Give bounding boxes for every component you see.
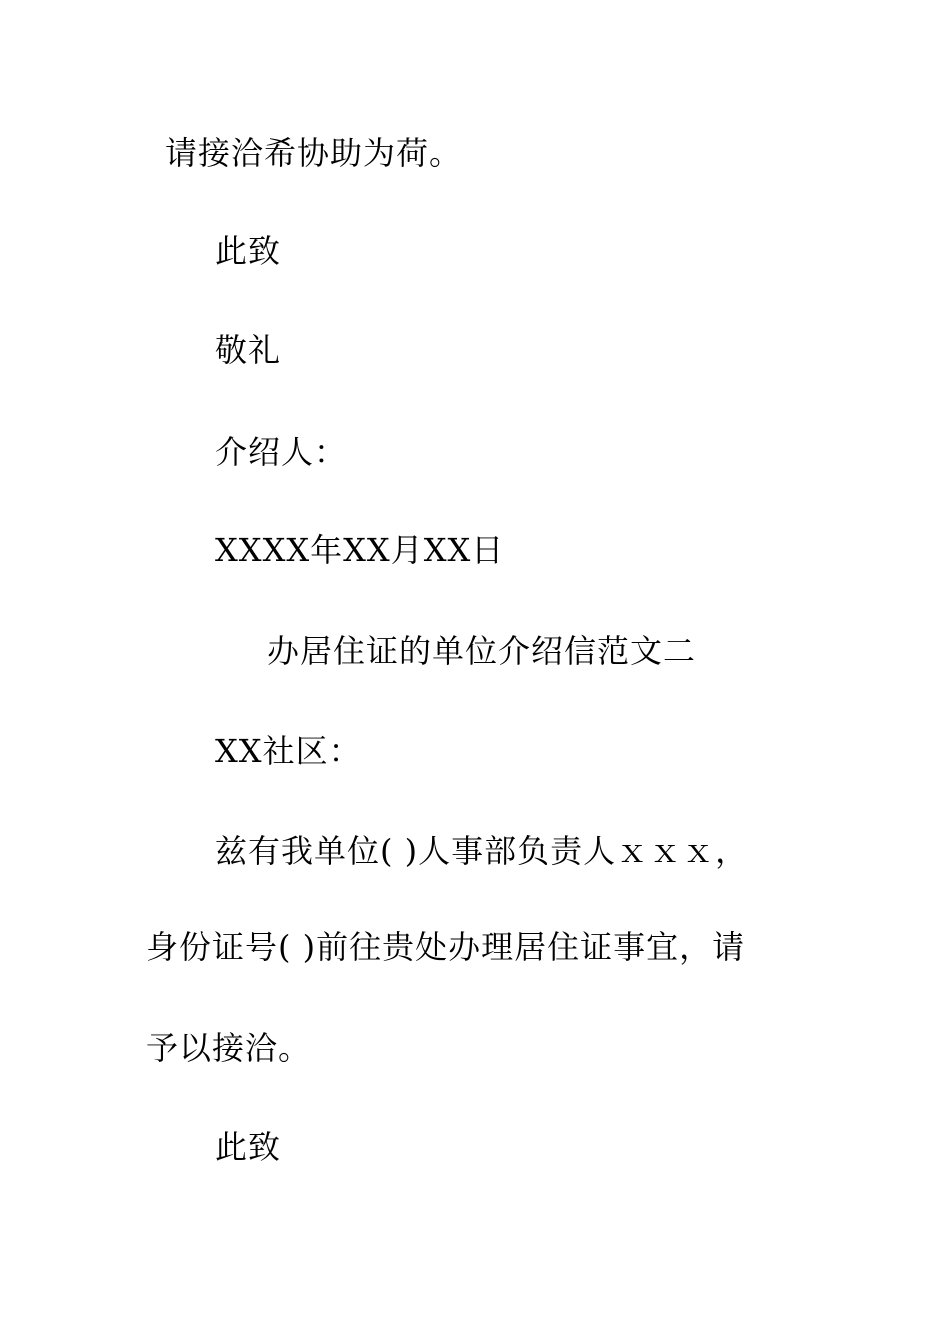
addressee-line: XX社区： <box>215 732 362 770</box>
section-title: 办居住证的单位介绍信范文二 <box>267 632 697 670</box>
body-paragraph-line-1: 兹有我单位( )人事部负责人ｘｘｘ， <box>215 832 749 870</box>
salutation-cizhi-2: 此致 <box>215 1128 282 1166</box>
introducer-label: 介绍人： <box>215 433 348 471</box>
salutation-jingli: 敬礼 <box>215 331 282 369</box>
date-line: XXXX年XX月XX日 <box>215 531 505 569</box>
body-paragraph-line-2: 身份证号( )前往贵处办理居住证事宜，请 <box>146 928 746 966</box>
body-paragraph-line-3: 予以接洽。 <box>146 1029 312 1067</box>
salutation-cizhi: 此致 <box>215 232 282 270</box>
closing-request-line: 请接洽希协助为荷。 <box>165 134 463 172</box>
